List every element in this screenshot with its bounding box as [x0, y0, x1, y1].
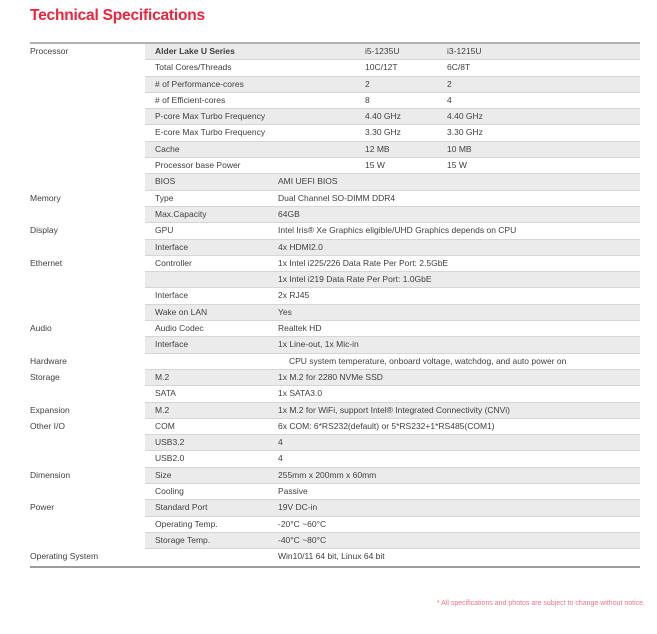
row-body — [145, 256, 640, 272]
row-body — [145, 60, 640, 76]
row-body — [145, 272, 640, 288]
row-label: USB3.2 — [155, 437, 185, 448]
row-value-col1: 2 — [365, 78, 370, 89]
row-values — [270, 77, 640, 92]
row-label: USB2.0 — [155, 453, 185, 464]
row-body — [145, 305, 640, 321]
row-body — [145, 435, 640, 451]
row-value: 19V DC-in — [278, 502, 318, 513]
row-category — [30, 93, 145, 109]
row-label: Controller — [155, 257, 192, 268]
table-row — [30, 77, 640, 93]
row-label: Interface — [155, 339, 189, 350]
row-category — [30, 533, 145, 549]
row-body — [145, 370, 640, 386]
table-row — [30, 451, 640, 467]
row-category: Dimension — [30, 468, 145, 484]
table-row — [30, 386, 640, 402]
row-category — [30, 207, 145, 223]
row-category: Ethernet — [30, 256, 145, 272]
row-value: Intel Iris® Xe Graphics eligible/UHD Graphics depends on CPU — [278, 225, 517, 236]
row-body — [145, 321, 640, 337]
row-category: Processor — [30, 44, 145, 60]
table-row — [30, 272, 640, 288]
row-value: 1x M.2 for WiFi, support Intel® Integrated Connectivity (CNVi) — [278, 404, 510, 415]
row-values — [270, 142, 640, 157]
row-value-col2: 15 W — [447, 160, 467, 171]
table-row — [30, 370, 640, 386]
row-label: M.2 — [155, 371, 170, 382]
row-value-col1: 3.30 GHz — [365, 127, 401, 138]
row-value-col2: 4 — [447, 94, 452, 105]
table-row — [30, 321, 640, 337]
table-row — [30, 500, 640, 516]
table-row — [30, 174, 640, 190]
row-value: Passive — [278, 486, 308, 497]
row-label: COM — [155, 420, 175, 431]
row-body — [145, 549, 640, 565]
row-value: Dual Channel SO-DIMM DDR4 — [278, 192, 396, 203]
row-label: Cooling — [155, 486, 184, 497]
row-body — [145, 354, 640, 370]
row-label: Type — [155, 192, 174, 203]
row-body — [145, 288, 640, 304]
row-value: AMI UEFI BIOS — [278, 176, 338, 187]
row-value-col2: 2 — [447, 78, 452, 89]
row-category — [30, 451, 145, 467]
row-label: GPU — [155, 225, 174, 236]
row-value-col2: 6C/8T — [447, 62, 471, 73]
row-body — [145, 484, 640, 500]
row-label: Processor base Power — [155, 160, 241, 171]
row-category: Audio — [30, 321, 145, 337]
row-category — [30, 305, 145, 321]
table-row — [30, 256, 640, 272]
row-label — [145, 549, 270, 565]
footnote: * All specifications and photos are subject to change without notice. — [436, 600, 645, 607]
row-category — [30, 517, 145, 533]
row-category — [30, 125, 145, 141]
row-values — [270, 93, 640, 108]
row-value-col1: 12 MB — [365, 143, 390, 154]
row-value: -40°C ~80°C — [278, 534, 327, 545]
row-value: 64GB — [278, 208, 300, 219]
row-value-col2: i3-1215U — [447, 46, 482, 56]
row-category — [30, 435, 145, 451]
table-row — [30, 142, 640, 158]
row-body — [145, 223, 640, 239]
table-row — [30, 158, 640, 174]
table-row — [30, 549, 640, 565]
table-row — [30, 60, 640, 76]
row-value: -20°C ~60°C — [278, 518, 327, 529]
row-category: Hardware — [30, 354, 145, 370]
row-category — [30, 484, 145, 500]
row-body — [145, 468, 640, 484]
row-category — [30, 386, 145, 402]
row-value-col1: 4.40 GHz — [365, 111, 401, 122]
row-label: Alder Lake U Series — [155, 46, 235, 56]
row-value-col1: 8 — [365, 94, 370, 105]
row-body — [145, 142, 640, 158]
table-row — [30, 484, 640, 500]
spec-table — [30, 42, 640, 568]
row-category: Storage — [30, 370, 145, 386]
row-body — [145, 191, 640, 207]
page-title: Technical Specifications — [30, 7, 205, 24]
table-row — [30, 223, 640, 239]
row-values — [270, 60, 640, 75]
row-value-col1: 15 W — [365, 160, 385, 171]
row-label: Total Cores/Threads — [155, 62, 232, 73]
row-label: Interface — [155, 241, 189, 252]
table-row — [30, 337, 640, 353]
row-value: Realtek HD — [278, 323, 322, 334]
row-category: Memory — [30, 191, 145, 207]
row-body — [145, 44, 640, 60]
row-label: E-core Max Turbo Frequency — [155, 127, 266, 138]
table-row — [30, 240, 640, 256]
row-body — [145, 93, 640, 109]
row-values — [270, 125, 640, 140]
row-label: Audio Codec — [155, 323, 204, 334]
row-value: 6x COM: 6*RS232(default) or 5*RS232+1*RS485(COM1) — [278, 420, 495, 431]
row-value: 255mm x 200mm x 60mm — [278, 469, 377, 480]
row-body — [145, 109, 640, 125]
row-value: 1x Line-out, 1x Mic-in — [278, 339, 359, 350]
row-body — [145, 386, 640, 402]
row-value-col1: i5-1235U — [365, 46, 400, 56]
table-row — [30, 288, 640, 304]
table-row — [30, 403, 640, 419]
row-category — [30, 337, 145, 353]
table-row — [30, 207, 640, 223]
row-category — [30, 240, 145, 256]
row-value-col1: 10C/12T — [365, 62, 398, 73]
table-row — [30, 125, 640, 141]
row-body — [145, 77, 640, 93]
row-label: Standard Port — [155, 502, 208, 513]
row-value: Yes — [278, 306, 292, 317]
row-label: # of Efficient-cores — [155, 94, 226, 105]
row-label: Interface — [155, 290, 189, 301]
row-label: Size — [155, 469, 172, 480]
row-value: 1x SATA3.0 — [278, 388, 323, 399]
table-row — [30, 517, 640, 533]
row-label: Operating Temp. — [155, 518, 218, 529]
row-body — [145, 419, 640, 435]
row-label: Wake on LAN — [155, 306, 208, 317]
table-row — [30, 191, 640, 207]
row-label — [145, 272, 270, 287]
row-category — [30, 60, 145, 76]
row-category: Expansion — [30, 403, 145, 419]
row-value-col2: 10 MB — [447, 143, 472, 154]
row-value: 1x M.2 for 2280 NVMe SSD — [278, 371, 383, 382]
row-category: Display — [30, 223, 145, 239]
table-row — [30, 44, 640, 60]
row-value: 1x Intel i219 Data Rate Per Port: 1.0GbE — [278, 274, 432, 285]
table-row — [30, 419, 640, 435]
row-value: CPU system temperature, onboard voltage, watchdog, and auto power on — [289, 355, 567, 366]
row-body — [145, 500, 640, 516]
row-body — [145, 517, 640, 533]
row-values — [270, 109, 640, 124]
row-value: 2x RJ45 — [278, 290, 310, 301]
row-label: Cache — [155, 143, 180, 154]
table-row — [30, 93, 640, 109]
table-row — [30, 435, 640, 451]
table-row — [30, 354, 640, 370]
row-label: # of Performance-cores — [155, 78, 244, 89]
row-body — [145, 125, 640, 141]
row-body — [145, 451, 640, 467]
row-value: 4 — [278, 453, 283, 464]
row-value: 4 — [278, 437, 283, 448]
table-row — [30, 305, 640, 321]
row-body — [145, 240, 640, 256]
row-body — [145, 207, 640, 223]
row-category: Other I/O — [30, 419, 145, 435]
row-body — [145, 403, 640, 419]
row-label: BIOS — [155, 176, 176, 187]
row-body — [145, 533, 640, 549]
row-body — [145, 158, 640, 174]
row-category — [30, 142, 145, 158]
row-body — [145, 174, 640, 190]
row-value: Win10/11 64 bit, Linux 64 bit — [278, 551, 385, 562]
row-category: Operating System — [30, 549, 145, 565]
row-values — [270, 158, 640, 173]
row-category — [30, 272, 145, 288]
row-label: P-core Max Turbo Frequency — [155, 111, 266, 122]
row-value-col2: 3.30 GHz — [447, 127, 483, 138]
row-category — [30, 158, 145, 174]
row-category — [30, 77, 145, 93]
row-label — [145, 354, 270, 369]
row-category: Power — [30, 500, 145, 516]
row-label: Storage Temp. — [155, 534, 211, 545]
row-category — [30, 174, 145, 190]
row-label: M.2 — [155, 404, 170, 415]
row-values — [270, 44, 640, 59]
row-label: Max.Capacity — [155, 208, 207, 219]
row-value-col2: 4.40 GHz — [447, 111, 483, 122]
row-category — [30, 288, 145, 304]
table-row — [30, 109, 640, 125]
row-value: 1x Intel i225/226 Data Rate Per Port: 2.5GbE — [278, 257, 449, 268]
row-value: 4x HDMI2.0 — [278, 241, 323, 252]
table-row — [30, 533, 640, 549]
row-body — [145, 337, 640, 353]
row-label: SATA — [155, 388, 176, 399]
row-category — [30, 109, 145, 125]
table-row — [30, 468, 640, 484]
